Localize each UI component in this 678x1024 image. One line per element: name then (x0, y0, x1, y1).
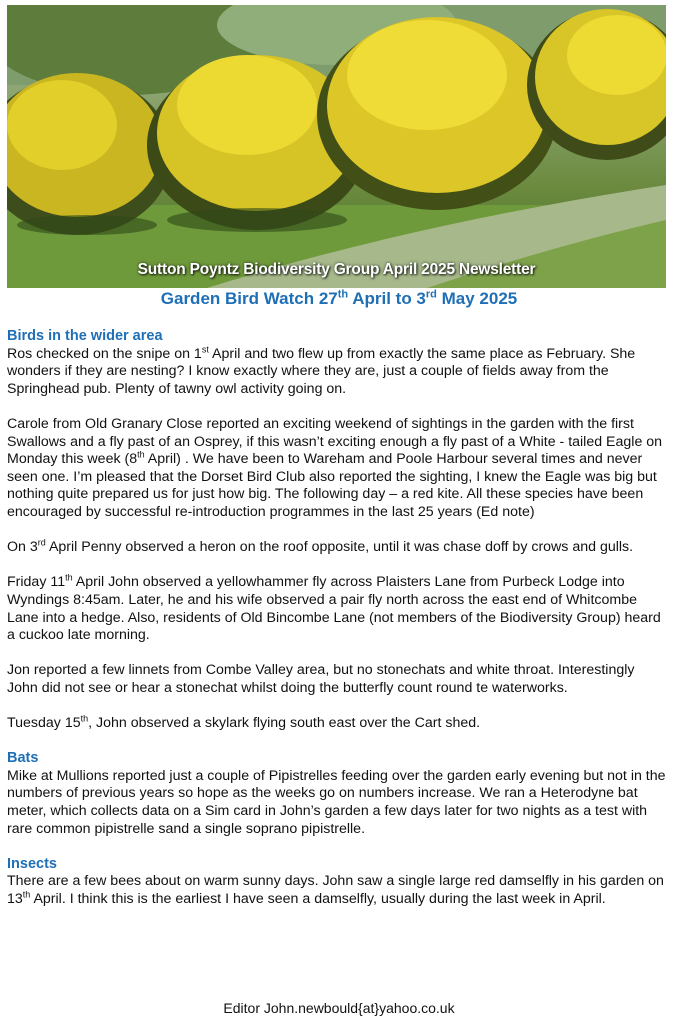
birds-paragraph-linnets: Jon reported a few linnets from Combe Valley area, but no stonechats and white throat. Interestingly John did not see or hear a stonechat whilst doing the butterfly count round te waterworks. (7, 662, 635, 696)
section-heading-bats: Bats (7, 750, 39, 767)
section-heading-insects: Insects (7, 855, 57, 872)
newsletter-body (7, 328, 667, 926)
ordinal-suffix: st (201, 343, 209, 354)
page-title (0, 289, 678, 309)
ordinal-suffix: th (137, 449, 145, 460)
editor-contact: Editor John.newbould{at}yahoo.co.uk (223, 1000, 455, 1016)
text-run: Tuesday 15 (7, 715, 81, 732)
text-run: On 3 (7, 539, 38, 556)
birds-paragraph-yellowhammer (7, 574, 667, 644)
birds-paragraph-snipe (7, 343, 667, 399)
title-part-1: Garden Bird Watch 27 (160, 289, 338, 308)
gorse-bushes-illustration (7, 5, 666, 288)
text-run: Carole from Old Granary Close reported an exciting weekend of sightings in the garden with the first Swallows and a fly past of an Osprey, if this wasn’t exciting enough a fly past of a White - tailed Eagle on Monday this week (8 (7, 415, 663, 468)
ordinal-suffix: th (65, 572, 73, 583)
text-run: Ros checked on the snipe on 1 (7, 345, 202, 362)
title-sup-1: th (337, 288, 349, 301)
text-run: April. I think this is the earliest I have seen a damselfly, usually during the last week in April. (30, 891, 606, 907)
title-part-3: May 2025 (436, 289, 518, 308)
birds-paragraph-eagle (7, 416, 667, 522)
title-part-2: April to 3 (348, 289, 426, 308)
title-sup-2: rd (425, 288, 437, 301)
text-run: Friday 11 (7, 574, 66, 591)
text-run: , John observed a skylark flying south east over the Cart shed. (88, 715, 481, 732)
birds-paragraph-heron (7, 539, 667, 557)
section-heading-birds: Birds in the wider area (7, 328, 163, 344)
insects-paragraph (7, 873, 667, 908)
text-run: April) . We have been to Wareham and Poole Harbour several times and never seen one. I’m pleased that the Dorset Bird Club also reported the sighting, I knew the Eagle was big but nothing quite prepared us for just how big. The following day – a red kite. All these species have been encouraged by successful re-introduction programmes in the last 25 years (Ed note) (7, 451, 657, 520)
bats-paragraph: Mike at Mullions reported just a couple of Pipistrelles feeding over the garden early evening but not in the numbers of previous years so hope as the weeks go on numbers increase. We ran a Heterodyne bat meter, which collects data on a Sim card in John’s garden a few days later for two nights as a test with rare common pipistrelle sand a single soprano pipistrelle. (7, 767, 666, 837)
ordinal-suffix: th (80, 713, 89, 724)
birds-paragraph-skylark (7, 715, 667, 733)
text-run: April and two flew up from exactly the same place as February. She wonders if they are nesting? I know exactly where they are, just a couple of fields away from the Springhead pub. Plenty of tawny owl activity going on. (7, 345, 636, 397)
text-run: April John observed a yellowhammer fly across Plaisters Lane from Purbeck Lodge into Wyndings 8:45am. Later, he and his wife observed a pair fly north across the east end of Whitcombe Lane into a hedge. Also, residents of Old Bincombe Lane (not members of the Biodiversity Group) heard a cuckoo late morning. (7, 574, 661, 644)
ordinal-suffix: th (22, 889, 31, 900)
banner-caption: Sutton Poyntz Biodiversity Group April 2025 Newsletter (137, 261, 536, 278)
text-run: There are a few bees about on warm sunny days. John saw a single large red damselfly in his garden on 13 (7, 873, 664, 907)
banner-photo (7, 5, 666, 288)
text-run: April Penny observed a heron on the roof opposite, until it was chase doff by crows and gulls. (45, 539, 634, 556)
ordinal-suffix: rd (37, 537, 46, 548)
